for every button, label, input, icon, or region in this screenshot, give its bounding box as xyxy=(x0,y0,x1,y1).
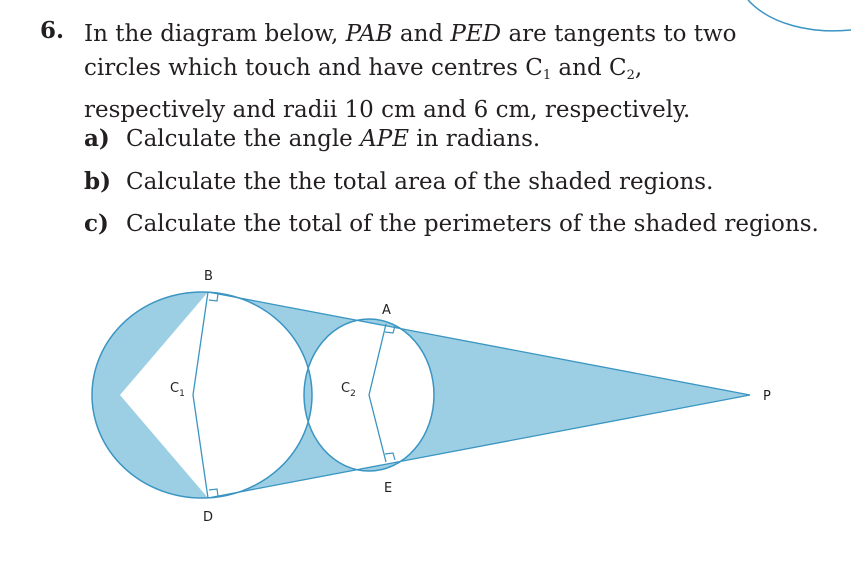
label-d: D xyxy=(203,510,214,525)
stem-line-2: circles which touch and have centres $C_1$ and $C_2$, xyxy=(84,55,643,83)
right-angle-e xyxy=(385,453,395,460)
label-e: E xyxy=(384,481,393,496)
right-angle-b xyxy=(209,294,218,301)
question-number: 6. xyxy=(40,17,65,44)
radii-c2 xyxy=(369,324,386,462)
shaded-regions xyxy=(92,292,750,498)
part-c-label: c) xyxy=(84,210,109,237)
right-angle-d xyxy=(209,489,218,496)
label-p: P xyxy=(763,389,771,404)
part-b: b) Calculate the the total area of the shaded regions. xyxy=(84,165,713,199)
label-b: B xyxy=(204,269,213,284)
radii-c1 xyxy=(193,292,208,498)
part-c: c) Calculate the total of the perimeters of the shaded regions. xyxy=(84,207,819,241)
part-b-label: b) xyxy=(84,168,111,195)
part-a-label: a) xyxy=(84,125,110,152)
part-a: a) Calculate the angle APE in radians. xyxy=(84,122,540,156)
stem-line-1: In the diagram below, PAB and PED are tangents to two xyxy=(84,21,737,47)
stem-line-3: respectively and radii 10 cm and 6 cm, respectively. xyxy=(84,97,691,123)
label-a: A xyxy=(382,303,391,318)
label-c2: $C_2$ xyxy=(341,381,356,399)
tangent-circles-diagram xyxy=(0,250,851,566)
label-c1: $C_1$ xyxy=(170,381,185,399)
question-stem xyxy=(84,17,784,127)
